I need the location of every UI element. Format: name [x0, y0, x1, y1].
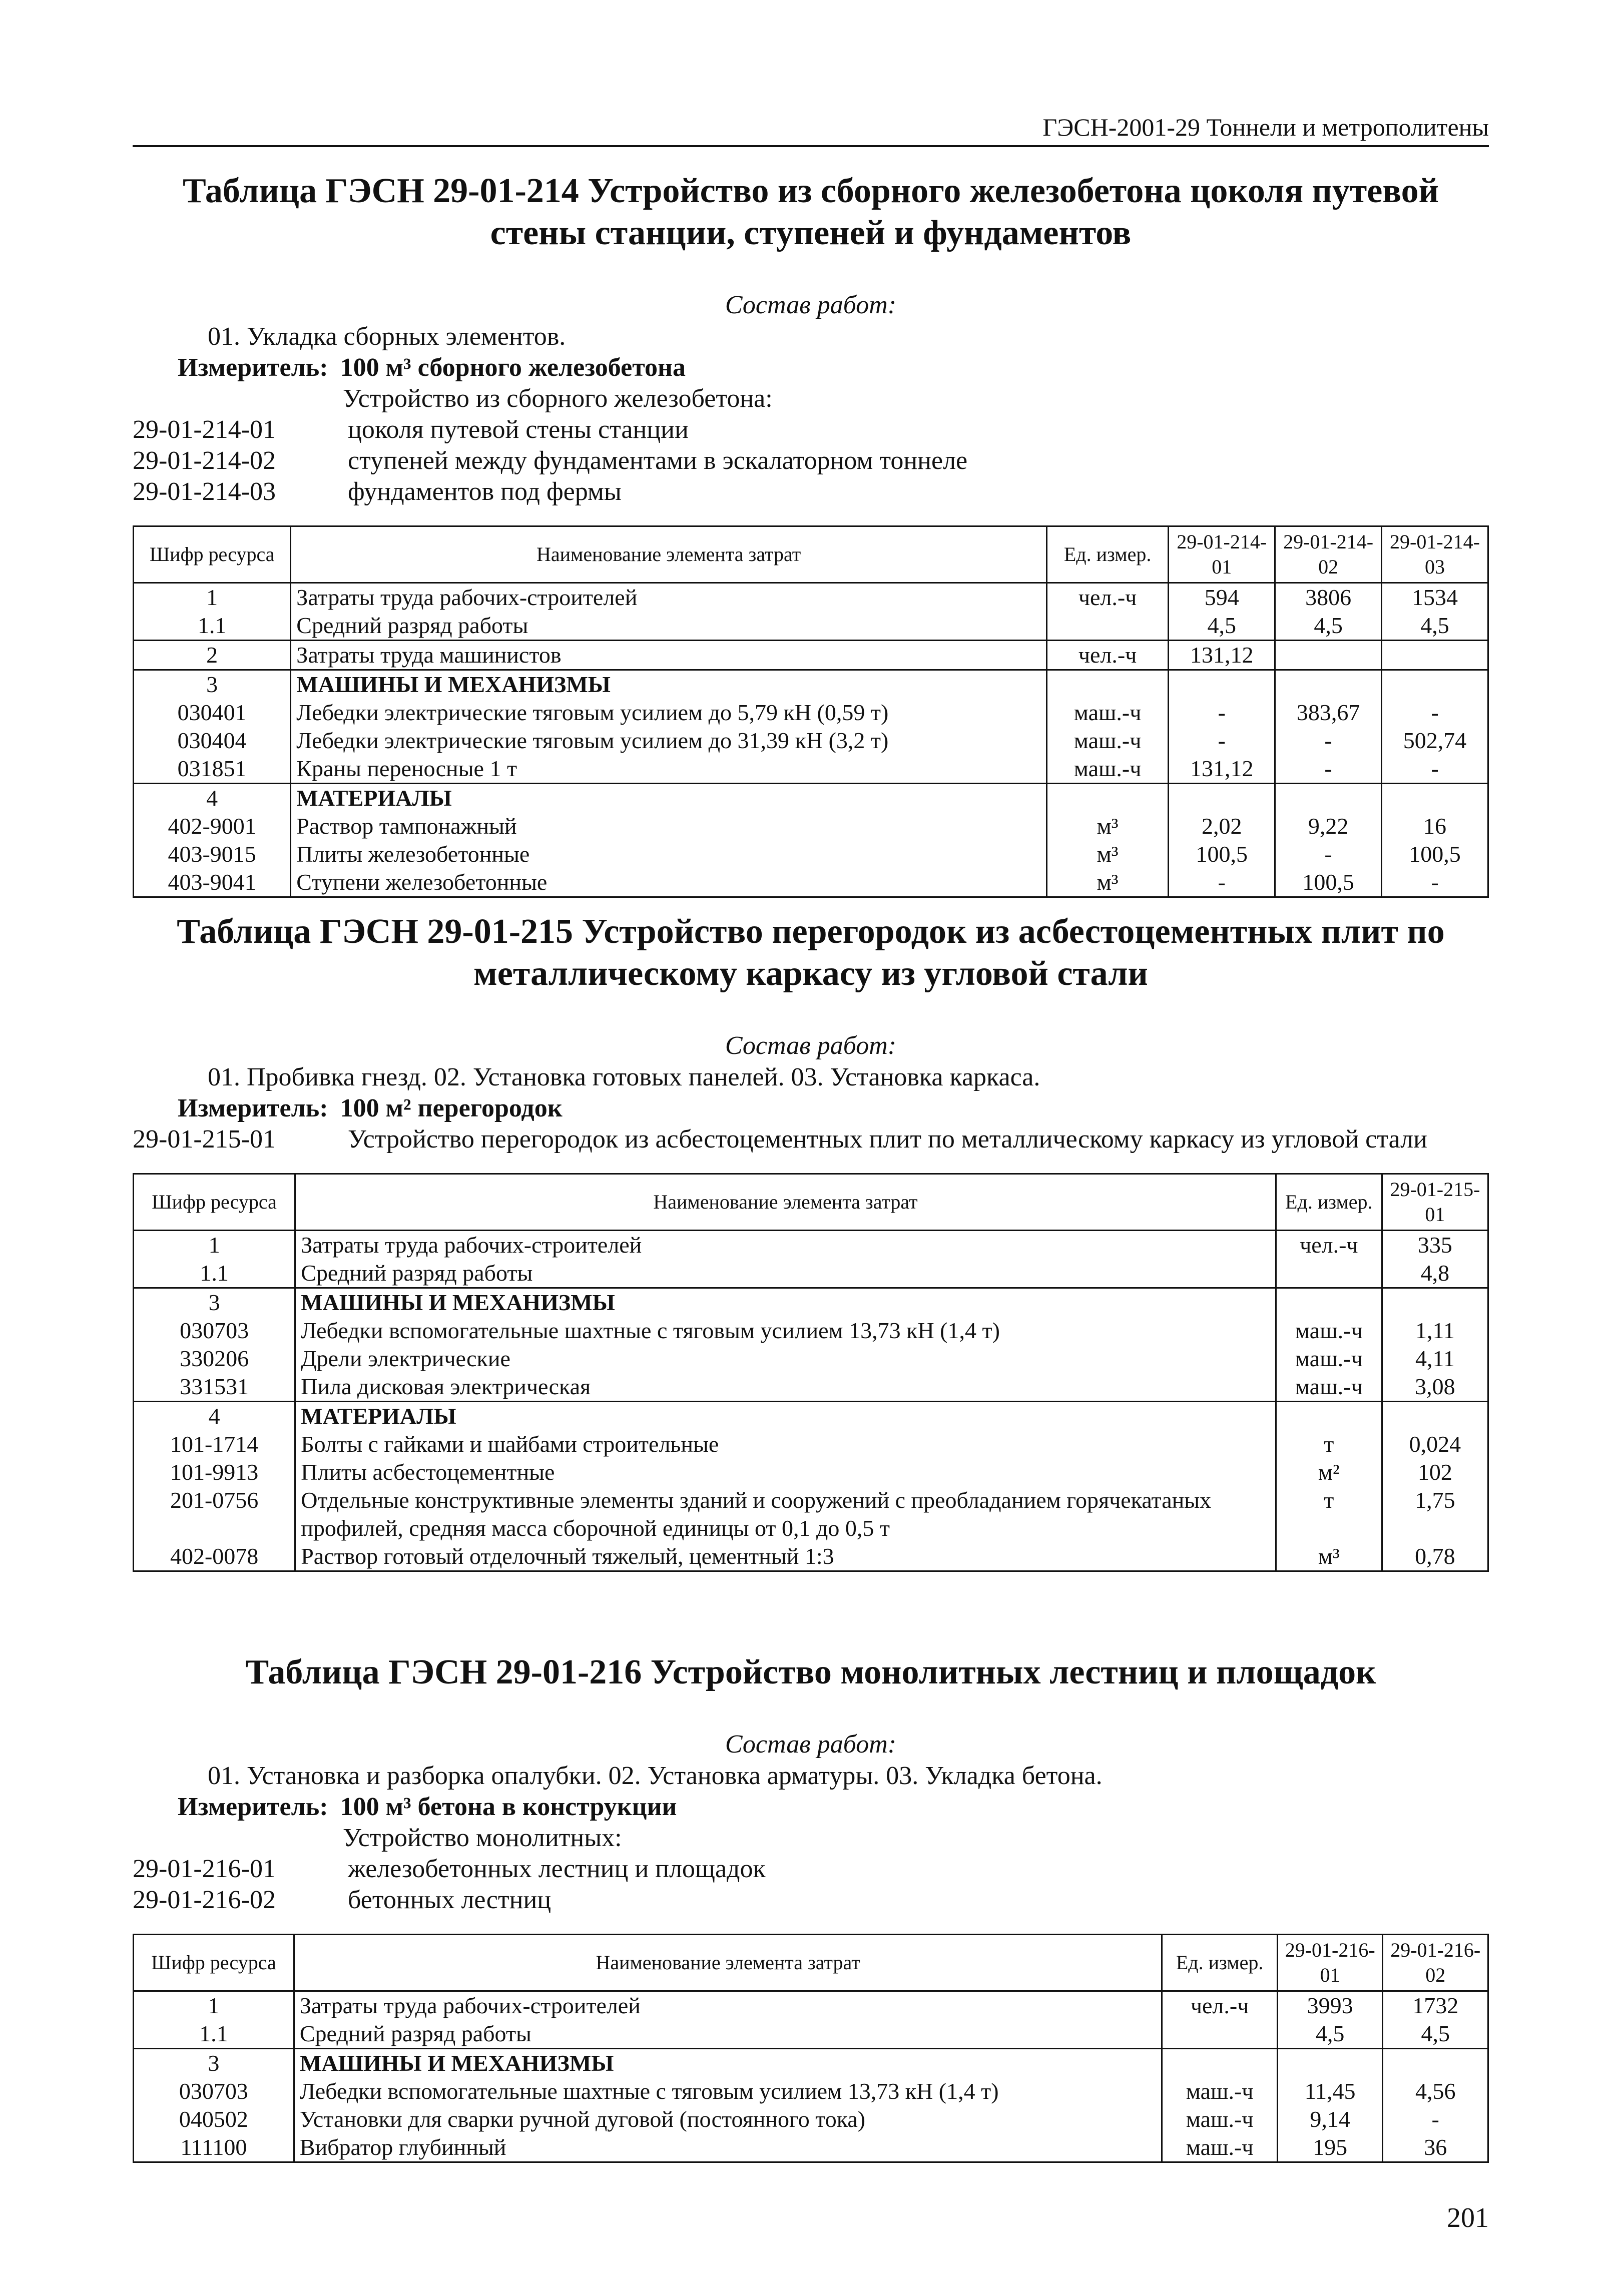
code-entry [133, 476, 1489, 507]
norm-value: 1732 [1383, 1991, 1488, 2020]
header-row [134, 526, 1488, 583]
resource-code: 1.1 [134, 1259, 295, 1288]
norm-value: - [1382, 699, 1488, 727]
unit [1162, 2049, 1278, 2078]
unit: маш.-ч [1046, 699, 1168, 727]
table-row [134, 641, 1488, 670]
norm-value: 9,14 [1277, 2105, 1383, 2133]
table-row [134, 612, 1488, 641]
col-header-name: Наименование элемента затрат [294, 1935, 1162, 1991]
col-header-unit: Ед. измер. [1276, 1174, 1382, 1231]
header-row [134, 1935, 1488, 1991]
table-row [134, 2133, 1488, 2162]
code-entry [133, 1854, 1489, 1885]
table-body [134, 583, 1488, 897]
table-row [134, 2105, 1488, 2133]
unit: маш.-ч [1162, 2133, 1278, 2162]
resource-code: 1 [134, 1991, 294, 2020]
resource-name: Лебедки электрические тяговым усилием до 5,79 кН (0,59 т) [291, 699, 1047, 727]
code-list [133, 1854, 1489, 1916]
unit [1276, 1259, 1382, 1288]
resource-name: Раствор готовый отделочный тяжелый, цементный 1:3 [295, 1542, 1276, 1571]
resource-code: 403-9015 [134, 840, 291, 868]
resource-code: 3 [134, 670, 291, 699]
table-row [134, 670, 1488, 699]
measure-value: 100 м³ бетона в конструкции [340, 1793, 677, 1821]
norm-value: - [1169, 727, 1275, 755]
resource-table [133, 1173, 1489, 1572]
norm-value: 0,78 [1382, 1542, 1488, 1571]
resource-code: 201-0756 [134, 1486, 295, 1542]
norm-value: 3,08 [1382, 1373, 1488, 1402]
table-title: Таблица ГЭСН 29-01-216 Устройство монолитных лестниц и площадок [245, 1653, 1376, 1691]
resource-name: Ступени железобетонные [291, 868, 1047, 897]
norm-value: - [1169, 868, 1275, 897]
table-row [134, 1231, 1488, 1260]
resource-code: 040502 [134, 2105, 294, 2133]
category-heading: МАТЕРИАЛЫ [291, 784, 1047, 813]
resource-name: Дрели электрические [295, 1345, 1276, 1373]
unit: маш.-ч [1162, 2105, 1278, 2133]
resource-name: Болты с гайками и шайбами строительные [295, 1430, 1276, 1458]
resource-code: 1.1 [134, 2020, 294, 2049]
resource-name: Отдельные конструктивные элементы зданий и сооружений с преобладанием горячекатаных профилей, средняя масса сборочной единицы от 0,1 до 0,5 т [295, 1486, 1276, 1542]
measure-label: Измеритель: [178, 1793, 328, 1821]
table-section-214 [133, 170, 1489, 898]
resource-code: 4 [134, 1402, 295, 1431]
table-row [134, 583, 1488, 612]
unit: м³ [1276, 1542, 1382, 1571]
unit: м² [1276, 1458, 1382, 1486]
category-heading: МАШИНЫ И МЕХАНИЗМЫ [291, 670, 1047, 699]
resource-name: Лебедки электрические тяговым усилием до 31,39 кН (3,2 т) [291, 727, 1047, 755]
resource-code: 3 [134, 2049, 294, 2078]
table-title: Таблица ГЭСН 29-01-214 Устройство из сборного железобетона цоколя путевой стены станции, ступеней и фундаментов [182, 172, 1439, 252]
table-title: Таблица ГЭСН 29-01-215 Устройство перегородок из асбестоцементных плит по металлическому каркасу из угловой стали [177, 912, 1445, 993]
norm-value [1382, 1288, 1488, 1317]
norm-value: 11,45 [1277, 2077, 1383, 2105]
table-body [134, 1991, 1488, 2162]
category-heading: МАШИНЫ И МЕХАНИЗМЫ [294, 2049, 1162, 2078]
code-entry [133, 1124, 1489, 1155]
norm-description: ступеней между фундаментами в эскалаторном тоннеле [348, 446, 968, 475]
resource-code: 3 [134, 1288, 295, 1317]
work-composition-heading: Состав работ: [725, 1730, 897, 1759]
resource-code: 031851 [134, 755, 291, 784]
norm-code: 29-01-214-01 [133, 415, 276, 444]
table-section-215 [133, 911, 1489, 1572]
norm-value: - [1383, 2105, 1488, 2133]
norm-value: 195 [1277, 2133, 1383, 2162]
table-row [134, 2049, 1488, 2078]
resource-code: 403-9041 [134, 868, 291, 897]
resource-code: 030401 [134, 699, 291, 727]
norm-value: 1,75 [1382, 1486, 1488, 1542]
table-row [134, 840, 1488, 868]
resource-table [133, 525, 1489, 898]
norm-value: 100,5 [1275, 868, 1382, 897]
resource-name: Лебедки вспомогательные шахтные с тяговым усилием 13,73 кН (1,4 т) [294, 2077, 1162, 2105]
resource-code: 1.1 [134, 612, 291, 641]
norm-code: 29-01-216-01 [133, 1855, 276, 1883]
norm-value: 9,22 [1275, 812, 1382, 840]
norm-value: 4,5 [1382, 612, 1488, 641]
unit: м³ [1046, 868, 1168, 897]
norm-value [1275, 670, 1382, 699]
unit: маш.-ч [1276, 1317, 1382, 1345]
operations-list: 01. Установка и разборка опалубки. 02. Установка арматуры. 03. Укладка бетона. [208, 1762, 1103, 1790]
resource-name: Плиты асбестоцементные [295, 1458, 1276, 1486]
table-row [134, 784, 1488, 813]
unit: маш.-ч [1276, 1373, 1382, 1402]
norm-value: 3806 [1275, 583, 1382, 612]
code-entry [133, 1885, 1489, 1916]
col-header-code: Шифр ресурса [134, 1935, 294, 1991]
resource-name: Краны переносные 1 т [291, 755, 1047, 784]
norm-value [1382, 641, 1488, 670]
norm-value: 4,56 [1383, 2077, 1488, 2105]
col-header-norm: 29-01-214-02 [1275, 526, 1382, 583]
norm-value: 4,8 [1382, 1259, 1488, 1288]
operations-list: 01. Пробивка гнезд. 02. Установка готовых панелей. 03. Установка каркаса. [208, 1063, 1040, 1091]
norm-code: 29-01-214-02 [133, 446, 276, 475]
resource-table [133, 1934, 1489, 2163]
resource-name: Средний разряд работы [295, 1259, 1276, 1288]
table-row [134, 868, 1488, 897]
table-row [134, 812, 1488, 840]
resource-code: 030404 [134, 727, 291, 755]
col-header-norm: 29-01-215-01 [1382, 1174, 1488, 1231]
unit: чел.-ч [1046, 583, 1168, 612]
table-section-216 [133, 1651, 1489, 2163]
resource-name: Затраты труда рабочих-строителей [295, 1231, 1276, 1260]
col-header-name: Наименование элемента затрат [295, 1174, 1276, 1231]
measure-line [133, 352, 1489, 383]
table-row [134, 1345, 1488, 1373]
resource-code: 4 [134, 784, 291, 813]
resource-code: 030703 [134, 1317, 295, 1345]
norm-value: 4,5 [1169, 612, 1275, 641]
operations-list: 01. Укладка сборных элементов. [208, 322, 566, 351]
unit: маш.-ч [1046, 755, 1168, 784]
resource-code: 402-9001 [134, 812, 291, 840]
table-row [134, 2077, 1488, 2105]
unit: т [1276, 1486, 1382, 1542]
resource-code: 330206 [134, 1345, 295, 1373]
norm-description: Устройство перегородок из асбестоцементных плит по металлическому каркасу из угловой стали [348, 1125, 1427, 1154]
unit [1046, 784, 1168, 813]
table-row [134, 2020, 1488, 2049]
norm-value: - [1169, 699, 1275, 727]
norm-code: 29-01-216-02 [133, 1886, 276, 1914]
unit [1046, 612, 1168, 641]
norm-value: 1,11 [1382, 1317, 1488, 1345]
norm-value: 102 [1382, 1458, 1488, 1486]
unit [1162, 2020, 1278, 2049]
norm-value: 3993 [1277, 1991, 1383, 2020]
norm-value: 4,5 [1275, 612, 1382, 641]
unit: чел.-ч [1162, 1991, 1278, 2020]
unit [1046, 670, 1168, 699]
col-header-norm: 29-01-214-01 [1169, 526, 1275, 583]
norm-value [1382, 1402, 1488, 1431]
unit: м³ [1046, 840, 1168, 868]
norm-value: 4,11 [1382, 1345, 1488, 1373]
resource-code: 030703 [134, 2077, 294, 2105]
norm-value: 594 [1169, 583, 1275, 612]
codes-subheading: Устройство монолитных: [343, 1824, 622, 1852]
resource-code: 111100 [134, 2133, 294, 2162]
code-list [133, 414, 1489, 507]
work-composition-heading: Состав работ: [725, 291, 897, 319]
col-header-norm: 29-01-216-01 [1277, 1935, 1383, 1991]
norm-code: 29-01-214-03 [133, 477, 276, 506]
resource-code: 2 [134, 641, 291, 670]
table-header [134, 1935, 1488, 1991]
norm-value: 502,74 [1382, 727, 1488, 755]
code-list [133, 1124, 1489, 1155]
norm-value: - [1275, 840, 1382, 868]
table-header [134, 526, 1488, 583]
resource-code: 402-0078 [134, 1542, 295, 1571]
unit: чел.-ч [1046, 641, 1168, 670]
norm-value: - [1382, 868, 1488, 897]
resource-name: Затраты труда рабочих-строителей [291, 583, 1047, 612]
norm-code: 29-01-215-01 [133, 1125, 276, 1154]
measure-line [133, 1093, 1489, 1124]
norm-value: - [1382, 755, 1488, 784]
norm-value: 4,5 [1277, 2020, 1383, 2049]
norm-value: 2,02 [1169, 812, 1275, 840]
norm-value: - [1275, 727, 1382, 755]
col-header-norm: 29-01-214-03 [1382, 526, 1488, 583]
table-row [134, 1486, 1488, 1542]
code-entry [133, 445, 1489, 476]
table-row [134, 1542, 1488, 1571]
measure-label: Измеритель: [178, 353, 328, 382]
norm-value: 131,12 [1169, 755, 1275, 784]
norm-value: 100,5 [1382, 840, 1488, 868]
norm-description: фундаментов под фермы [348, 477, 622, 506]
table-row [134, 1991, 1488, 2020]
resource-name: Средний разряд работы [294, 2020, 1162, 2049]
resource-code: 101-1714 [134, 1430, 295, 1458]
table-row [134, 1373, 1488, 1402]
unit [1276, 1288, 1382, 1317]
resource-name: Вибратор глубинный [294, 2133, 1162, 2162]
unit: маш.-ч [1276, 1345, 1382, 1373]
table-row [134, 1288, 1488, 1317]
norm-value: - [1275, 755, 1382, 784]
resource-name: Затраты труда машинистов [291, 641, 1047, 670]
table-row [134, 1259, 1488, 1288]
col-header-code: Шифр ресурса [134, 526, 291, 583]
table-row [134, 727, 1488, 755]
unit: т [1276, 1430, 1382, 1458]
resource-name: Затраты труда рабочих-строителей [294, 1991, 1162, 2020]
resource-name: Лебедки вспомогательные шахтные с тяговым усилием 13,73 кН (1,4 т) [295, 1317, 1276, 1345]
measure-value: 100 м² перегородок [340, 1094, 563, 1122]
norm-value: 0,024 [1382, 1430, 1488, 1458]
norm-value [1275, 784, 1382, 813]
resource-name: Пила дисковая электрическая [295, 1373, 1276, 1402]
norm-description: цоколя путевой стены станции [348, 415, 689, 444]
col-header-code: Шифр ресурса [134, 1174, 295, 1231]
page-number: 201 [1447, 2202, 1489, 2233]
resource-name: Установки для сварки ручной дуговой (постоянного тока) [294, 2105, 1162, 2133]
unit [1276, 1402, 1382, 1431]
category-heading: МАШИНЫ И МЕХАНИЗМЫ [295, 1288, 1276, 1317]
norm-value: 36 [1383, 2133, 1488, 2162]
norm-value: 335 [1382, 1231, 1488, 1260]
table-row [134, 1430, 1488, 1458]
col-header-unit: Ед. измер. [1162, 1935, 1278, 1991]
norm-value [1382, 784, 1488, 813]
resource-code: 101-9913 [134, 1458, 295, 1486]
resource-code: 1 [134, 583, 291, 612]
table-header [134, 1174, 1488, 1231]
norm-value [1169, 784, 1275, 813]
running-header: ГЭСН-2001-29 Тоннели и метрополитены [133, 111, 1489, 147]
unit: маш.-ч [1046, 727, 1168, 755]
norm-description: бетонных лестниц [348, 1886, 552, 1914]
unit: м³ [1046, 812, 1168, 840]
resource-code: 331531 [134, 1373, 295, 1402]
unit: маш.-ч [1162, 2077, 1278, 2105]
resource-name: Плиты железобетонные [291, 840, 1047, 868]
resource-name: Раствор тампонажный [291, 812, 1047, 840]
code-entry [133, 414, 1489, 445]
col-header-name: Наименование элемента затрат [291, 526, 1047, 583]
work-composition-heading: Состав работ: [725, 1031, 897, 1060]
resource-name: Средний разряд работы [291, 612, 1047, 641]
table-row [134, 1458, 1488, 1486]
table-row [134, 699, 1488, 727]
norm-description: железобетонных лестниц и площадок [348, 1855, 766, 1883]
norm-value: 100,5 [1169, 840, 1275, 868]
measure-line [133, 1792, 1489, 1823]
col-header-norm: 29-01-216-02 [1383, 1935, 1488, 1991]
table-body [134, 1231, 1488, 1571]
unit: чел.-ч [1276, 1231, 1382, 1260]
norm-value [1277, 2049, 1383, 2078]
norm-value: 4,5 [1383, 2020, 1488, 2049]
norm-value [1275, 641, 1382, 670]
measure-value: 100 м³ сборного железобетона [340, 353, 686, 382]
table-row [134, 1402, 1488, 1431]
header-row [134, 1174, 1488, 1231]
norm-value [1382, 670, 1488, 699]
measure-label: Измеритель: [178, 1094, 328, 1122]
norm-value [1169, 670, 1275, 699]
norm-value: 383,67 [1275, 699, 1382, 727]
codes-subheading: Устройство из сборного железобетона: [343, 384, 773, 413]
col-header-unit: Ед. измер. [1046, 526, 1168, 583]
resource-code: 1 [134, 1231, 295, 1260]
norm-value: 16 [1382, 812, 1488, 840]
norm-value: 131,12 [1169, 641, 1275, 670]
norm-value [1383, 2049, 1488, 2078]
norm-value: 1534 [1382, 583, 1488, 612]
table-row [134, 1317, 1488, 1345]
table-row [134, 755, 1488, 784]
category-heading: МАТЕРИАЛЫ [295, 1402, 1276, 1431]
